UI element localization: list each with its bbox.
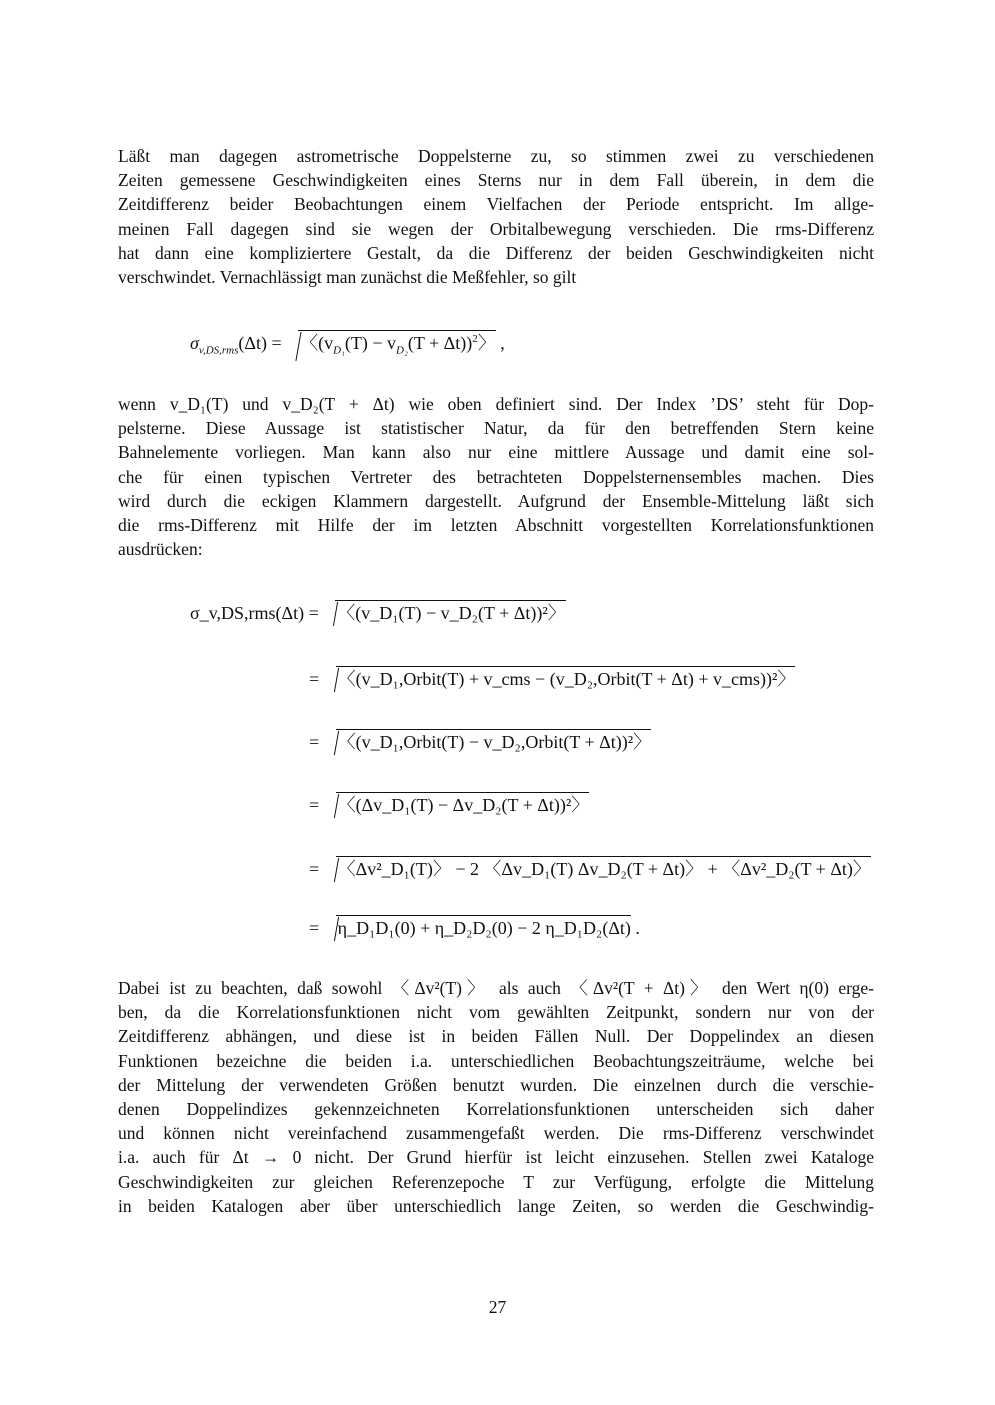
eq-text: 〉 xyxy=(477,333,496,353)
text-line: ausdrücken: xyxy=(118,539,203,560)
text-line: Bahnelemente vorliegen. Man kann also nur eine mittlere Aussage und damit eine sol- xyxy=(118,442,874,463)
sqrt-radical xyxy=(324,792,590,814)
text-line: Zeitdifferenz abhängen, und diese ist in beiden Fällen Null. Der Doppelindex an diesen xyxy=(118,1026,874,1047)
text-line: i.a. auch für Δt → 0 nicht. Der Grund hierfür ist leicht einzusehen. Stellen zwei Kataloge xyxy=(118,1147,874,1168)
eq-subscript: D₁ xyxy=(333,344,345,357)
text-line: Zeitdifferenz beider Beobachtungen einem Vielfachen der Periode entspricht. Im allge- xyxy=(118,194,874,215)
eq-lhs: = xyxy=(309,859,320,879)
text-line: Läßt man dagegen astrometrische Doppelsterne zu, so stimmen zwei zu verschiedenen xyxy=(118,146,874,166)
eq-superscript: 2 xyxy=(472,333,478,345)
eq-subscript: D₂ xyxy=(396,344,408,357)
text-line: pelsterne. Diese Aussage ist statistischer Natur, da für den betreffenden Stern keine xyxy=(118,418,874,439)
text-line: meinen Fall dagegen sind sie wegen der Orbitalbewegung verschieden. Die rms-Differenz xyxy=(118,218,874,239)
sqrt-radical xyxy=(286,330,496,357)
eq-text: , xyxy=(500,333,505,353)
eq-rhs: 〈(v_D₁,Orbit(T) − v_D₂,Orbit(T + Δt))²〉 xyxy=(337,732,652,752)
eq-text: (T) − v xyxy=(344,333,397,353)
equation-2-line-5 xyxy=(309,856,871,878)
text-line: hat dann eine kompliziertere Gestalt, da die Differenz der beiden Geschwindigkeiten nicht xyxy=(118,242,874,263)
eq-rhs: 〈(Δv_D₁(T) − Δv_D₂(T + Δt))²〉 xyxy=(337,795,590,815)
text-line: Dabei ist zu beachten, daß sowohl 〈Δv²(T)〉 als auch 〈Δv²(T + Δt)〉 den Wert η(0) erge- xyxy=(118,978,874,998)
equation-2-line-1 xyxy=(190,600,566,622)
eq-lhs: = xyxy=(309,795,320,815)
text-line: ben, da die Korrelationsfunktionen nicht vom gewählten Zeitpunkt, sondern nur von der xyxy=(118,1002,874,1023)
page-number: 27 xyxy=(488,1297,507,1317)
eq-subscript: v,DS,rms xyxy=(198,344,239,357)
text-line: wenn v_D₁(T) und v_D₂(T + Δt) wie oben definiert sind. Der Index ’DS’ steht für Dop- xyxy=(118,394,874,414)
eq-lhs: = xyxy=(309,669,320,689)
sqrt-radical xyxy=(324,915,631,937)
eq-symbol: σ xyxy=(190,333,199,353)
eq-rhs: 〈Δv²_D₁(T)〉 − 2 〈Δv_D₁(T) Δv_D₂(T + Δt)〉 + 〈Δv²_D₂(T + Δt)〉 xyxy=(337,859,871,879)
text-line: der Mittelung der verwendeten Größen benutzt wurden. Die einzelnen durch die verschie- xyxy=(118,1074,874,1095)
text-line: wird durch die eckigen Klammern dargestellt. Aufgrund der Ensemble-Mittelung läßt sich xyxy=(118,490,874,511)
eq-lhs: = xyxy=(309,732,320,752)
eq-text: (Δt) = xyxy=(238,333,282,353)
sqrt-radical xyxy=(324,666,796,688)
eq-text: 〈(v xyxy=(300,333,334,353)
eq-rhs: 〈(v_D₁(T) − v_D₂(T + Δt))²〉 xyxy=(337,603,566,623)
text-line: die rms-Differenz mit Hilfe der im letzten Abschnitt vorgestellten Korrelationsfunktionen xyxy=(118,515,874,536)
text-line: Funktionen bezeichne die beiden i.a. unterschiedlichen Beobachtungszeiträume, welche bei xyxy=(118,1050,874,1071)
text-line: Zeiten gemessene Geschwindigkeiten eines Sterns nur in dem Fall überein, in dem die xyxy=(118,170,874,191)
eq-text: (T + Δt)) xyxy=(407,333,473,353)
eq-rhs: η_D₁D₁(0) + η_D₂D₂(0) − 2 η_D₁D₂(Δt) xyxy=(337,918,631,938)
text-line: denen Doppelindizes gekennzeichneten Korrelationsfunktionen unterscheiden sich daher xyxy=(118,1099,874,1120)
equation-2-line-4 xyxy=(309,792,589,814)
eq-text: . xyxy=(635,918,640,938)
text-line: verschwindet. Vernachlässigt man zunächst die Meßfehler, so gilt xyxy=(118,267,577,288)
equation-1 xyxy=(190,330,505,357)
text-line: che für einen typischen Vertreter des betrachteten Doppelsternensembles machen. Dies xyxy=(118,466,874,487)
sqrt-radical xyxy=(324,729,651,751)
paragraph-2 xyxy=(118,392,874,561)
eq-rhs: 〈(v_D₁,Orbit(T) + v_cms − (v_D₂,Orbit(T + Δt) + v_cms))²〉 xyxy=(337,669,796,689)
equation-2-line-3 xyxy=(309,729,651,751)
text-line: Geschwindigkeiten zur gleichen Referenzepoche T zur Verfügung, erfolgte die Mittelung xyxy=(118,1171,874,1192)
paragraph-3 xyxy=(118,976,874,1218)
eq-lhs: σ_v,DS,rms(Δt) = xyxy=(190,603,319,623)
sqrt-radical xyxy=(324,856,871,878)
text-line: in beiden Katalogen aber über unterschiedlich lange Zeiten, so werden die Geschwindig- xyxy=(118,1195,874,1216)
eq-lhs: = xyxy=(309,918,320,938)
sqrt-radical xyxy=(323,600,565,622)
paragraph-1 xyxy=(118,144,874,289)
text-line: und können nicht vereinfachend zusammengefaßt werden. Die rms-Differenz verschwindet xyxy=(118,1123,874,1144)
equation-2-line-6 xyxy=(309,915,640,937)
equation-2-line-2 xyxy=(309,666,795,688)
